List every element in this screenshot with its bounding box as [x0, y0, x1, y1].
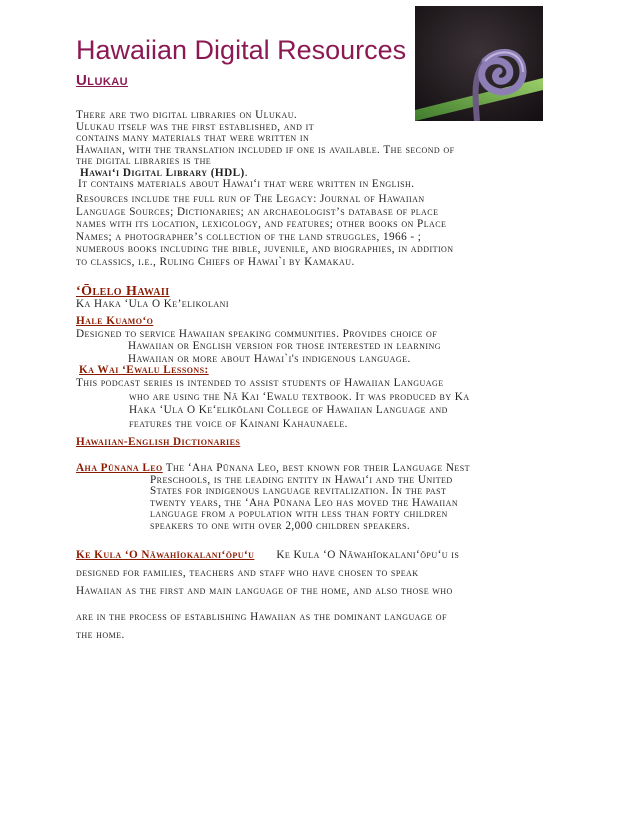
- intro-paragraph: [76, 110, 455, 191]
- resources-paragraph: [76, 193, 454, 269]
- kawai-line: This podcast series is intended to assist students of Hawaiian Language: [76, 377, 444, 390]
- kawai-line: Haka ʻUla O Keʻelikōlani College of Hawaiian Language and: [129, 404, 448, 417]
- kekula-line: designed for families, teachers and staff who have chosen to speak: [76, 567, 419, 579]
- resources-line: Names; a photographer’s collection of the land struggles, 1966 - ;: [76, 230, 422, 243]
- hdl-description: It contains materials about Hawai‘i that were written in English.: [78, 178, 415, 190]
- page-title: Hawaiian Digital Resources: [76, 35, 407, 65]
- kekula-first-line: Ke Kula ‘O Nāwahīokalani‘ōpu‘u is: [276, 549, 460, 561]
- ke-kula-section: [76, 546, 459, 644]
- resources-line: names with its location, lexicology, and features; other books on Place: [76, 218, 447, 231]
- ke-kula-link[interactable]: Ke Kula ‘O Nāwahīokalani‘ōpu‘u: [76, 549, 255, 561]
- aha-line: Preschools, is the leading entity in Hawai‘i and the United: [150, 473, 453, 486]
- resources-line: Language Sources; Dictionaries; an archaeologist’s database of place: [76, 205, 439, 218]
- intro-line: Ulukau itself was the first established, and it: [76, 120, 315, 133]
- kekula-line: are in the process of establishing Hawaiian as the dominant language of: [76, 611, 447, 623]
- resources-line: numerous books including the bible, juvenile, and biographies, in addition: [76, 243, 454, 256]
- aha-line: language from a population with less than forty children: [150, 508, 448, 520]
- kawai-line: who are using the Nā Kai ʻEwalu textbook. It was produced by Ka: [129, 390, 470, 403]
- hawaiian-english-dictionaries-link[interactable]: Hawaiian-English Dictionaries: [76, 436, 241, 448]
- intro-line: contains many materials that were written in: [76, 132, 310, 144]
- hale-line: Designed to service Hawaiian speaking communities. Provides choice of: [76, 327, 438, 340]
- ulukau-link[interactable]: Ulukau: [76, 72, 129, 89]
- fern-photo: [415, 6, 543, 121]
- kawai-line: features the voice of Kainani Kahaunaele.: [129, 417, 348, 430]
- hale-line: Hawaiian or more about Hawai`i's indigenous language.: [128, 352, 411, 365]
- hale-kuamoo-link[interactable]: Hale Kuamo‘o: [76, 315, 154, 327]
- resources-line: to classics, i.e., Ruling Chiefs of Hawai`i by Kamakau.: [76, 255, 355, 268]
- ka-wai-ewalu-link[interactable]: Ka Wai ʻEwalu Lessons:: [79, 364, 209, 376]
- dictionaries-section: [76, 437, 240, 449]
- resources-line: Resources include the full run of The Legacy: Journal of Hawaiian: [76, 193, 425, 205]
- hdl-suffix: .: [244, 166, 248, 179]
- olelo-subheading: Ka Haka ‘Ula O Ke’elikolani: [76, 298, 229, 310]
- aha-line: speakers to one with over 2,000 children speakers.: [150, 519, 411, 532]
- aha-punana-leo-section: [76, 463, 470, 532]
- intro-line: Hawaiian, with the translation included if one is available. The second of: [76, 143, 455, 156]
- kekula-line: the home.: [76, 629, 125, 641]
- aha-line: twenty years, the ‘Aha Pūnana Leo has moved the Hawaiian: [150, 496, 459, 509]
- intro-line: the digital libraries is the: [76, 155, 212, 167]
- hdl-label: Hawai‘i Digital Library (HDL): [80, 166, 245, 179]
- aha-punana-leo-link[interactable]: Aha Pūnana Leo: [76, 462, 163, 474]
- aha-first-line: The ‘Aha Pūnana Leo, best known for their Language Nest: [162, 462, 470, 474]
- olelo-hawaii-heading[interactable]: ‘Ōlelo Hawaii: [76, 284, 170, 299]
- intro-line: There are two digital libraries on Ulukau.: [76, 109, 298, 121]
- hale-kuamoo-section: [76, 315, 441, 365]
- aha-line: States for indigenous language revitalization. In the past: [150, 485, 447, 497]
- hale-line: Hawaiian or English version for those interested in learning: [128, 340, 441, 353]
- ka-wai-ewalu-section: [76, 364, 470, 431]
- kekula-line: Hawaiian as the first and main language of the home, and also those who: [76, 585, 453, 597]
